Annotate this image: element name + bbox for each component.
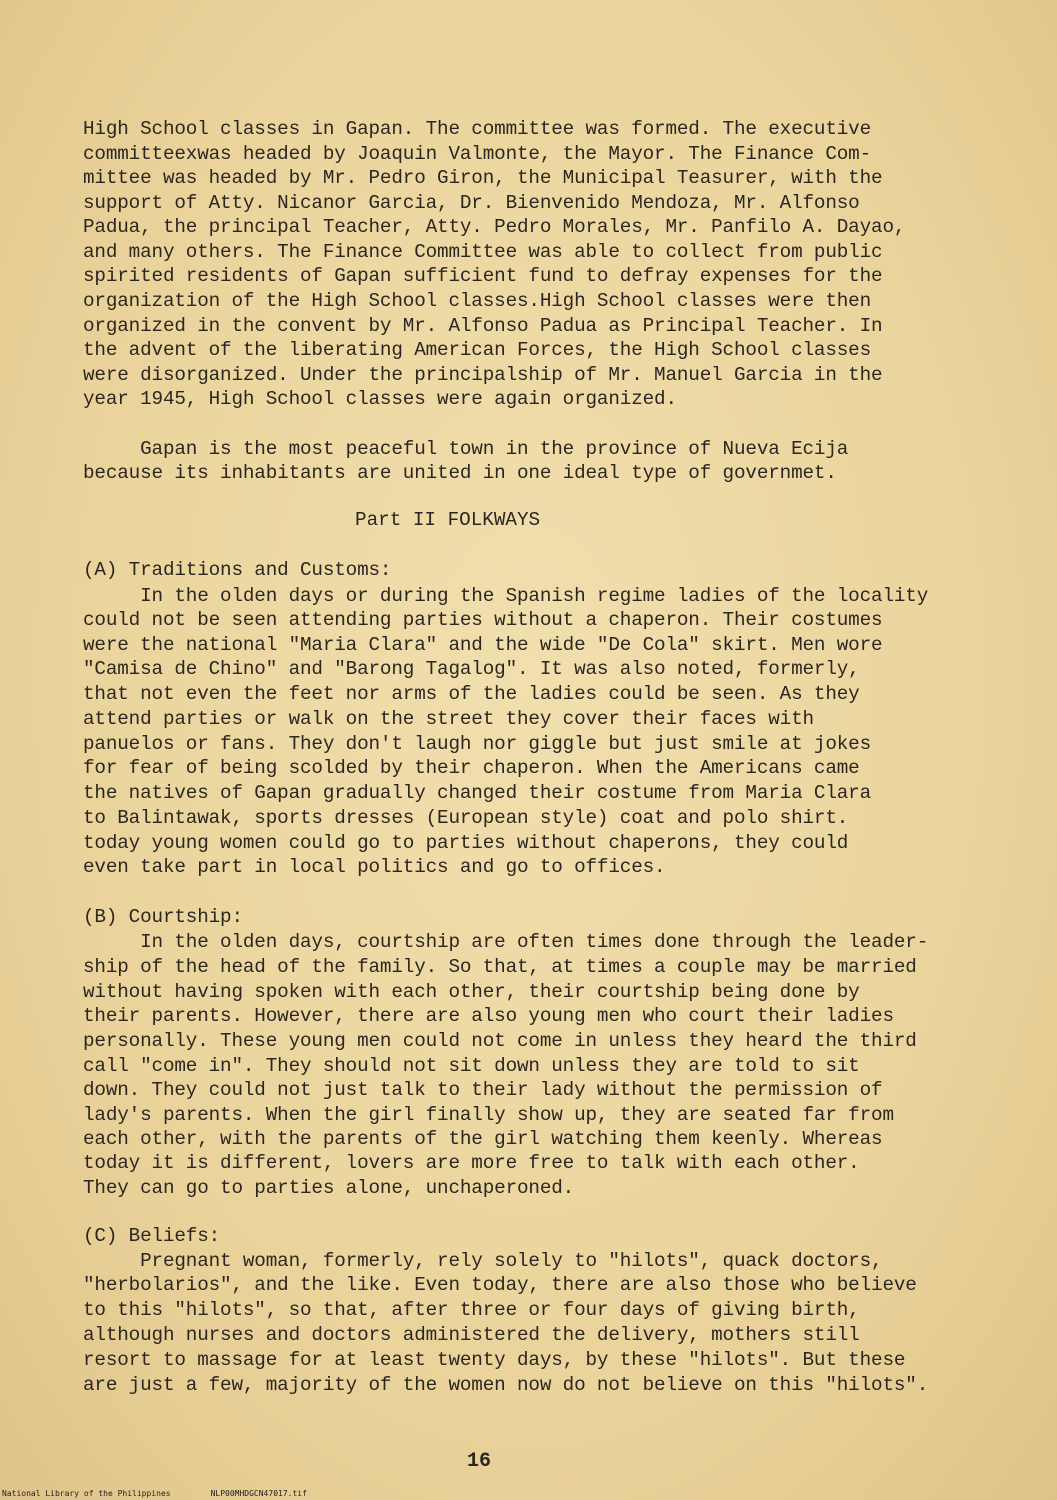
- footer-library: National Library of the Philippines: [2, 1489, 171, 1498]
- text-line: panuelos or fans. They don't laugh nor giggle but just smile at jokes: [83, 733, 872, 755]
- text-line: lady's parents. When the girl finally show up, they are seated far from: [83, 1104, 894, 1126]
- text-line: In the olden days or during the Spanish regime ladies of the locality: [83, 585, 929, 607]
- text-line: because its inhabitants are united in one ideal type of governmet.: [83, 462, 837, 484]
- section-heading: (C) Beliefs:: [83, 1225, 221, 1247]
- page-number: 16: [467, 1450, 492, 1473]
- text-line: committeexwas headed by Joaquin Valmonte, the Mayor. The Finance Com-: [83, 143, 872, 165]
- text-line: call "come in". They should not sit down unless they are told to sit: [83, 1055, 860, 1077]
- text-line: today it is different, lovers are more free to talk with each other.: [83, 1152, 860, 1174]
- section-heading: (B) Courtship:: [83, 906, 243, 928]
- text-line: even take part in local politics and go to offices.: [83, 856, 666, 878]
- text-line: for fear of being scolded by their chaperon. When the Americans came: [83, 757, 860, 779]
- text-line: each other, with the parents of the girl watching them keenly. Whereas: [83, 1128, 883, 1150]
- text-line: the advent of the liberating American Forces, the High School classes: [83, 339, 872, 361]
- text-line: although nurses and doctors administered the delivery, mothers still: [83, 1324, 860, 1346]
- scan-footer: [2, 1489, 307, 1498]
- part-heading: Part II FOLKWAYS: [355, 509, 541, 531]
- text-line: High School classes in Gapan. The committee was formed. The executive: [83, 118, 872, 140]
- text-line: organized in the convent by Mr. Alfonso Padua as Principal Teacher. In: [83, 315, 883, 337]
- text-line: down. They could not just talk to their lady without the permission of: [83, 1079, 883, 1101]
- text-line: ship of the head of the family. So that, at times a couple may be married: [83, 956, 917, 978]
- section-heading: (A) Traditions and Customs:: [83, 559, 392, 581]
- text-line: "Camisa de Chino" and "Barong Tagalog". It was also noted, formerly,: [83, 658, 860, 680]
- text-line: were disorganized. Under the principalship of Mr. Manuel Garcia in the: [83, 364, 883, 386]
- text-line: Gapan is the most peaceful town in the province of Nueva Ecija: [83, 438, 849, 460]
- text-line: today young women could go to parties without chaperons, they could: [83, 832, 849, 854]
- text-line: that not even the feet nor arms of the ladies could be seen. As they: [83, 683, 860, 705]
- text-line: could not be seen attending parties without a chaperon. Their costumes: [83, 609, 883, 631]
- text-line: attend parties or walk on the street they cover their faces with: [83, 708, 814, 730]
- text-line: spirited residents of Gapan sufficient fund to defray expenses for the: [83, 265, 883, 287]
- text-line: In the olden days, courtship are often times done through the leader-: [83, 931, 929, 953]
- text-line: their parents. However, there are also young men who court their ladies: [83, 1005, 894, 1027]
- text-line: organization of the High School classes.High School classes were then: [83, 290, 872, 312]
- text-line: are just a few, majority of the women now do not believe on this "hilots".: [83, 1374, 929, 1396]
- text-line: year 1945, High School classes were again organized.: [83, 388, 677, 410]
- text-line: to this "hilots", so that, after three or four days of giving birth,: [83, 1299, 860, 1321]
- footer-file: NLP00MHDGCN47017.tif: [210, 1489, 307, 1498]
- text-line: to Balintawak, sports dresses (European style) coat and polo shirt.: [83, 807, 849, 829]
- text-line: Padua, the principal Teacher, Atty. Pedro Morales, Mr. Panfilo A. Dayao,: [83, 216, 906, 238]
- text-line: They can go to parties alone, unchaperoned.: [83, 1177, 575, 1199]
- text-line: without having spoken with each other, their courtship being done by: [83, 981, 860, 1003]
- text-line: mittee was headed by Mr. Pedro Giron, the Municipal Teasurer, with the: [83, 167, 883, 189]
- text-line: the natives of Gapan gradually changed their costume from Maria Clara: [83, 782, 872, 804]
- text-line: and many others. The Finance Committee was able to collect from public: [83, 241, 883, 263]
- text-line: personally. These young men could not come in unless they heard the third: [83, 1030, 917, 1052]
- text-line: support of Atty. Nicanor Garcia, Dr. Bienvenido Mendoza, Mr. Alfonso: [83, 192, 860, 214]
- text-line: resort to massage for at least twenty days, by these "hilots". But these: [83, 1349, 906, 1371]
- text-line: "herbolarios", and the like. Even today, there are also those who believe: [83, 1274, 917, 1296]
- text-line: were the national "Maria Clara" and the wide "De Cola" skirt. Men wore: [83, 634, 883, 656]
- text-line: Pregnant woman, formerly, rely solely to "hilots", quack doctors,: [83, 1250, 883, 1272]
